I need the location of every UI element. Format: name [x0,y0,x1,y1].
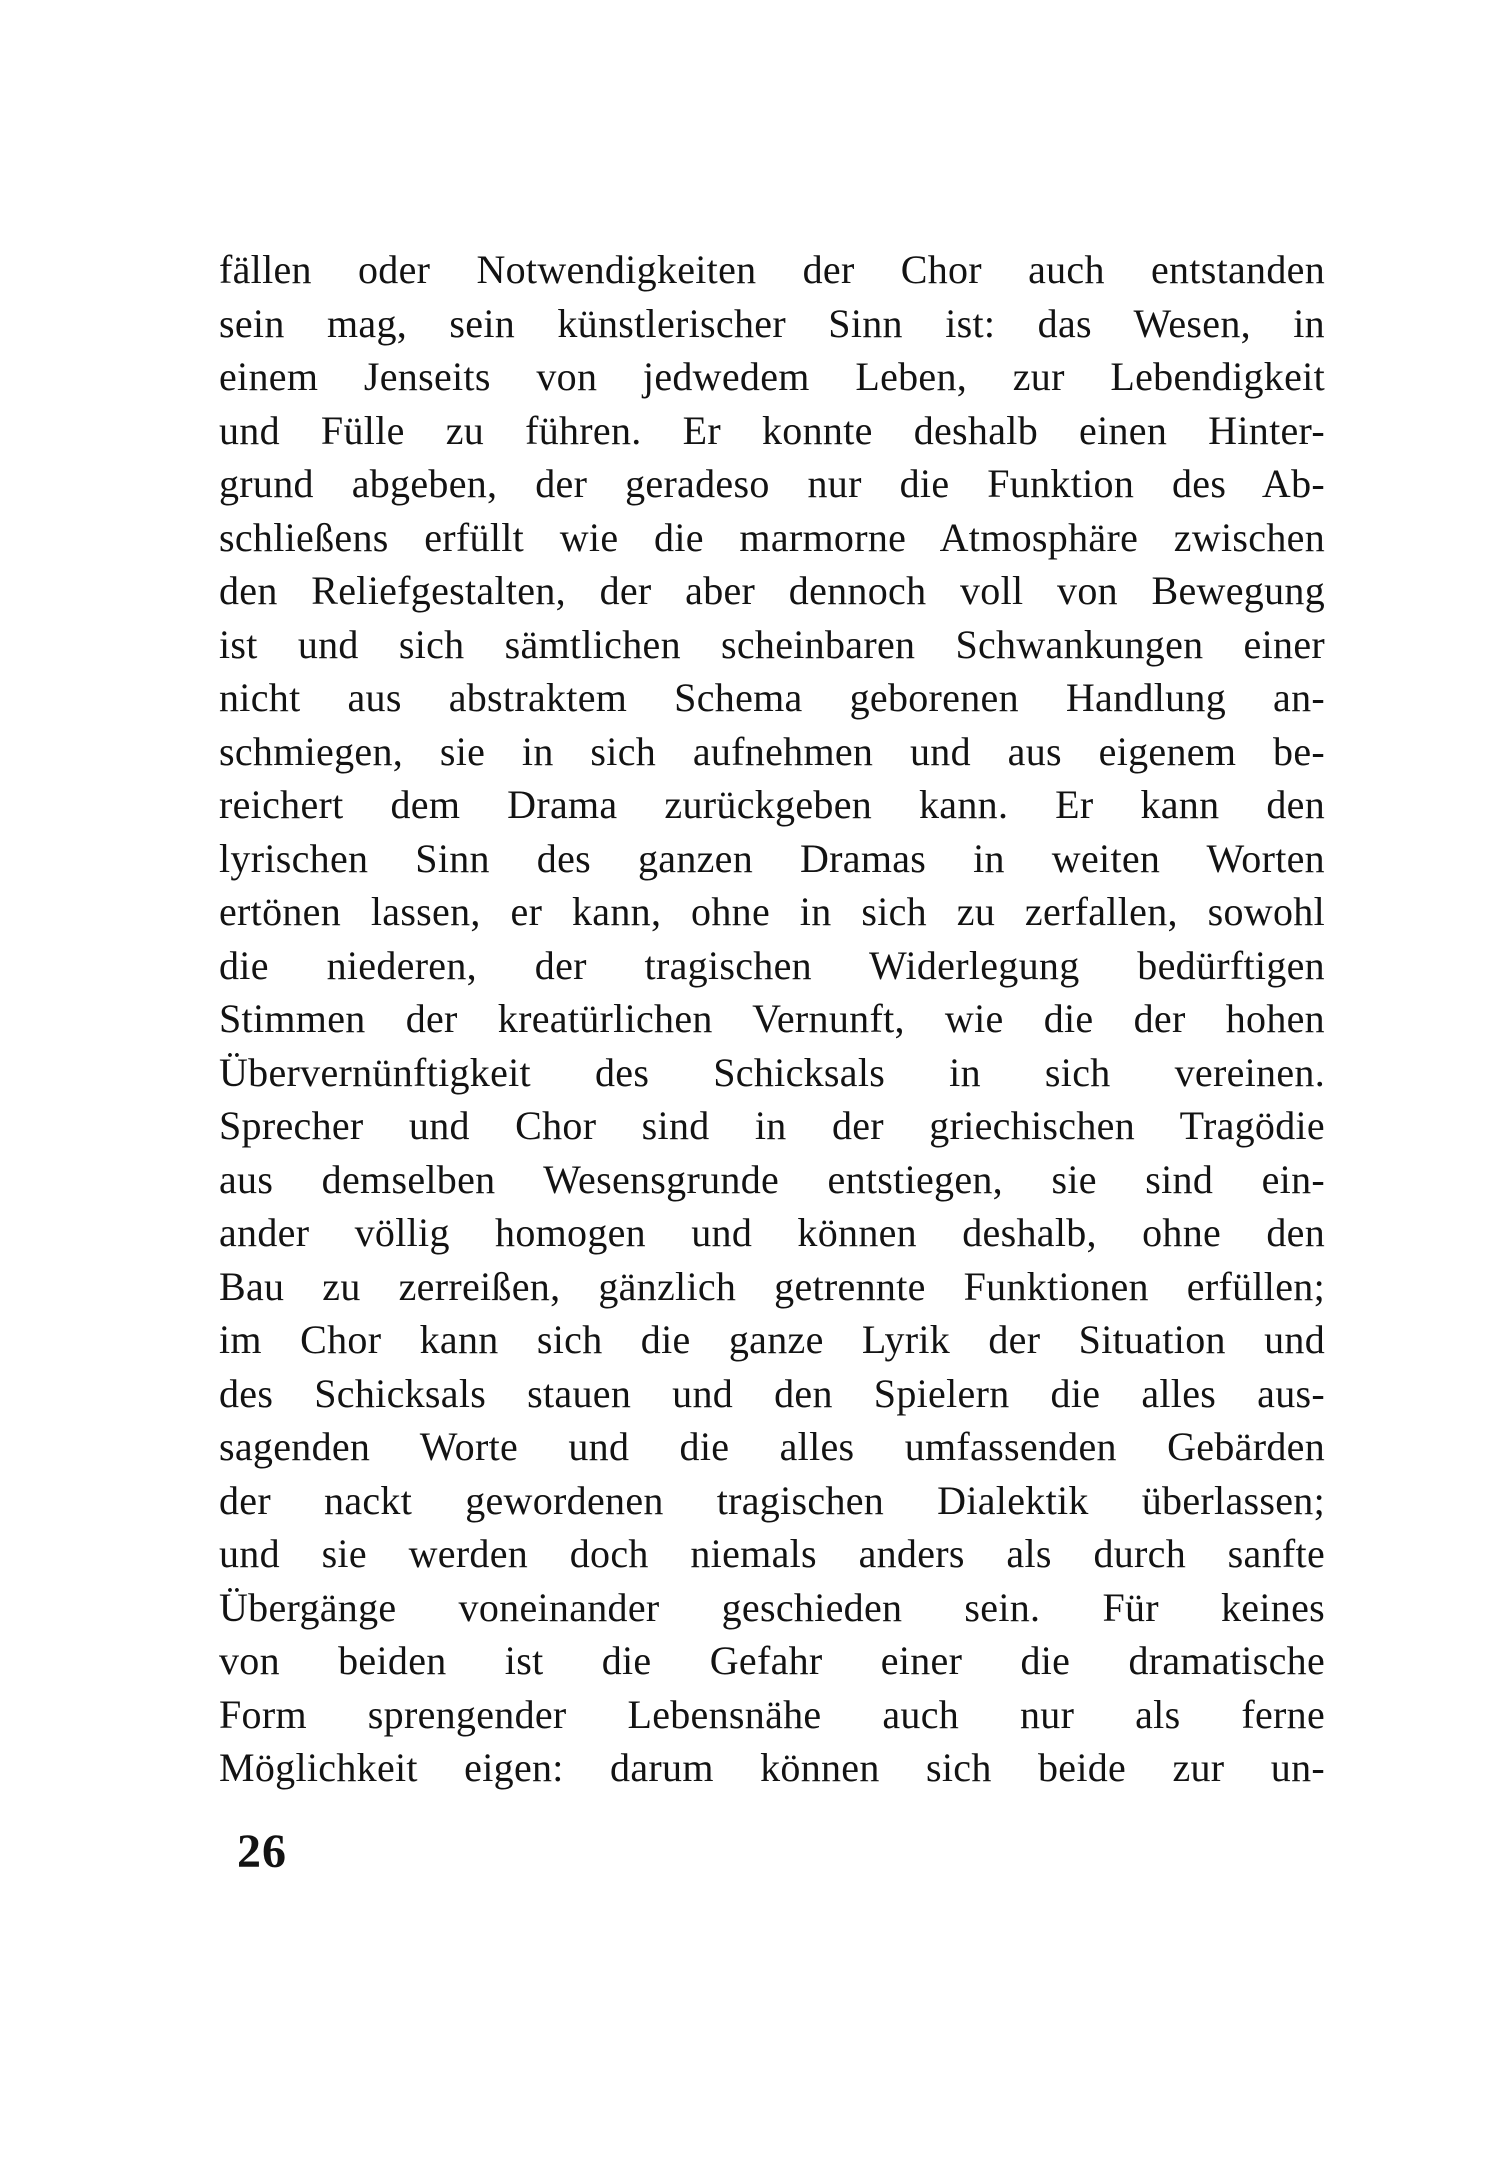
body-text [219,243,1325,1795]
text-line: Bau zu zerreißen, gänzlich getrennte Funktionen erfüllen; [219,1263,1325,1309]
text-line: den Reliefgestalten, der aber dennoch voll von Bewegung [219,568,1325,613]
text-line: Übergänge voneinander geschieden sein. Für keines [219,1584,1325,1630]
text-line: grund abgeben, der geradeso nur die Funktion des Ab- [219,461,1325,506]
page-number: 26 [237,1825,287,1878]
text-line: Möglichkeit eigen: darum können sich beide zur un- [219,1745,1325,1790]
text-line: des Schicksals stauen und den Spielern die alles aus- [219,1370,1325,1416]
text-line: Übervernünftigkeit des Schicksals in sich vereinen. [219,1049,1325,1095]
text-line: sein mag, sein künstlerischer Sinn ist: das Wesen, in [219,300,1325,346]
text-line: schmiegen, sie in sich aufnehmen und aus eigenem be- [219,728,1325,774]
text-line: fällen oder Notwendigkeiten der Chor auch entstanden [219,247,1325,292]
text-line: im Chor kann sich die ganze Lyrik der Situation und [219,1317,1325,1362]
text-line: ertönen lassen, er kann, ohne in sich zu zerfallen, sowohl [219,889,1325,934]
text-line: aus demselben Wesensgrunde entstiegen, sie sind ein- [219,1156,1325,1202]
text-line: lyrischen Sinn des ganzen Dramas in weiten Worten [219,835,1325,881]
text-line: sagenden Worte und die alles umfassenden Gebärden [219,1424,1325,1469]
text-line: der nackt gewordenen tragischen Dialektik überlassen; [219,1477,1325,1523]
text-line: ander völlig homogen und können deshalb, ohne den [219,1210,1325,1255]
text-line: und Fülle zu führen. Er konnte deshalb einen Hinter- [219,407,1325,453]
text-line: die niederen, der tragischen Widerlegung bedürftigen [219,942,1325,988]
text-line: Form sprengender Lebensnähe auch nur als ferne [219,1691,1325,1737]
text-line: schließens erfüllt wie die marmorne Atmosphäre zwischen [219,514,1325,560]
text-line: Sprecher und Chor sind in der griechischen Tragödie [219,1103,1325,1148]
text-line: von beiden ist die Gefahr einer die dramatische [219,1638,1325,1683]
text-line: reichert dem Drama zurückgeben kann. Er kann den [219,782,1325,827]
text-line: Stimmen der kreatürlichen Vernunft, wie die der hohen [219,996,1325,1041]
text-line: und sie werden doch niemals anders als durch sanfte [219,1531,1325,1576]
text-line: einem Jenseits von jedwedem Leben, zur Lebendigkeit [219,354,1325,399]
text-line: nicht aus abstraktem Schema geborenen Handlung an- [219,675,1325,720]
text-line: ist und sich sämtlichen scheinbaren Schwankungen einer [219,621,1325,667]
